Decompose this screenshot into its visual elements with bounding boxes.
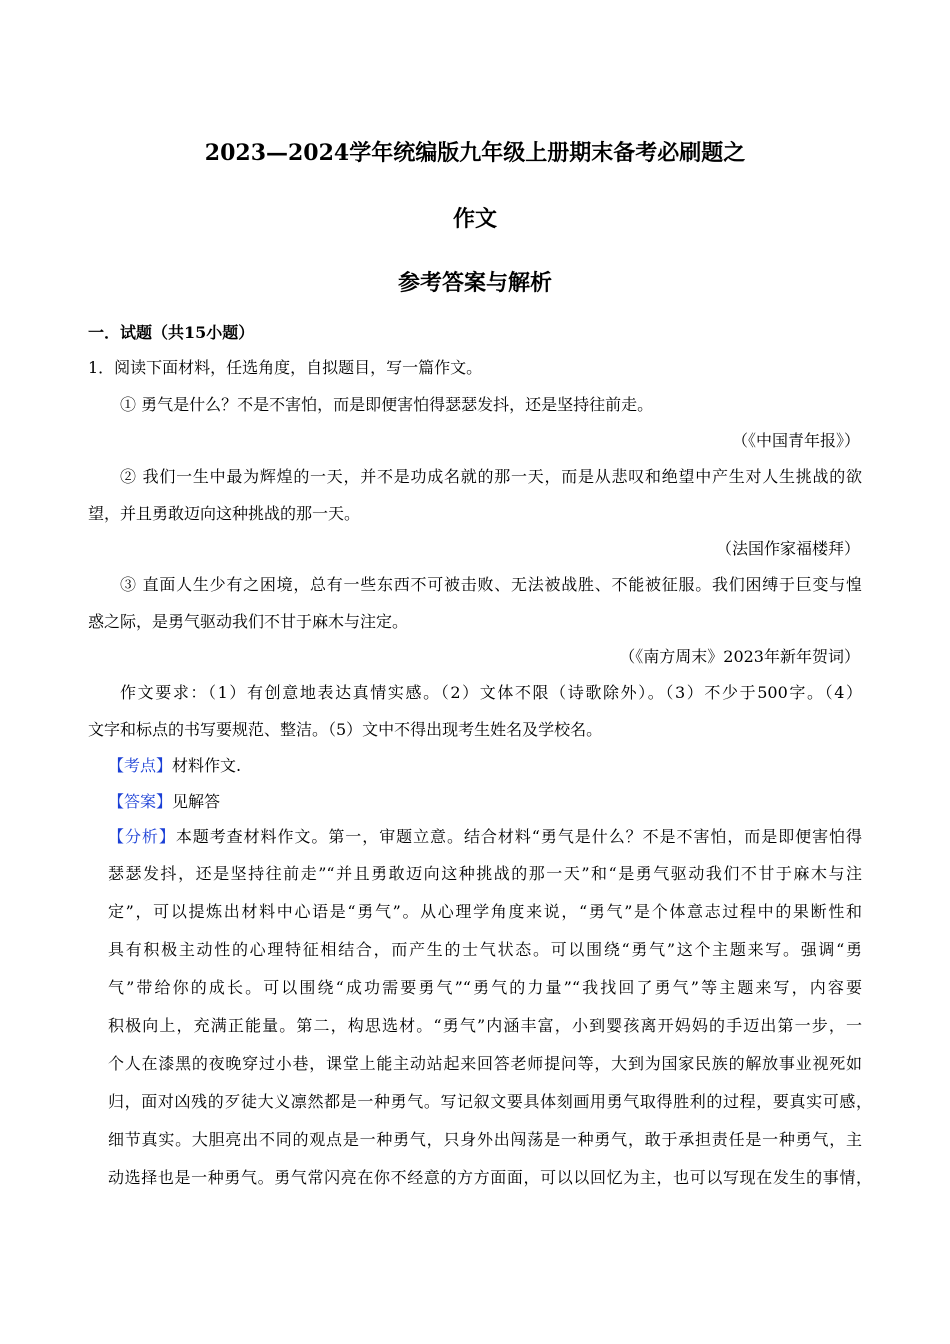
document-subtitle: 作文: [452, 206, 497, 232]
section-heading: 一．试题（共15小题）: [88, 323, 255, 342]
analysis-text: 本题考查材料作文。第一，审题立意。结合材料“勇气是什么？不是不害怕，而是即便害怕得: [175, 827, 862, 846]
document-title: 2023—2024学年统编版九年级上册期末备考必刷题之: [204, 140, 746, 166]
analysis-line: 个人在漆黑的夜晚穿过小巷，课堂上能主动站起来回答老师提问等，大到为国家民族的解放事业视死如: [108, 1054, 862, 1073]
requirements-line: 作文要求：（1）有创意地表达真情实感。（2）文体不限（诗歌除外）。（3）不少于500字。（4）: [120, 683, 862, 702]
requirements-line: 文字和标点的书写要规范、整洁。（5）文中不得出现考生姓名及学校名。: [88, 720, 603, 739]
analysis-line: 动选择也是一种勇气。勇气常闪亮在你不经意的方方面面，可以以回忆为主，也可以写现在发生的事情，: [108, 1168, 872, 1187]
answer-label: 【答案】: [108, 792, 173, 811]
analysis-line: 具有积极主动性的心理特征相结合，而产生的士气状态。可以围绕“勇气”这个主题来写。强调“勇: [108, 940, 862, 959]
analysis-line: 气”带给你的成长。可以围绕“成功需要勇气”“勇气的力量”“我找回了勇气”等主题来写，内容要: [108, 978, 862, 997]
kaodian-label: 【考点】: [108, 756, 173, 775]
material-2-source: （法国作家福楼拜）: [715, 539, 860, 558]
analysis-line: 瑟瑟发抖，还是坚持往前走”“并且勇敢迈向这种挑战的那一天”和“是勇气驱动我们不甘于麻木与注: [108, 864, 862, 883]
answer-text: 见解答: [172, 792, 221, 811]
material-1-source: （《中国青年报》）: [731, 431, 860, 450]
material-3-source: （《南方周末》2023年新年贺词）: [619, 647, 860, 666]
kaodian-text: 材料作文.: [172, 756, 242, 775]
material-3-line: 惑之际，是勇气驱动我们不甘于麻木与注定。: [88, 612, 409, 631]
answer-heading: 参考答案与解析: [397, 270, 552, 296]
analysis-line: 细节真实。大胆亮出不同的观点是一种勇气，只身外出闯荡是一种勇气，敢于承担责任是一种勇气，主: [108, 1130, 862, 1149]
analysis-line: 定”，可以提炼出材料中心语是“勇气”。从心理学角度来说，“勇气”是个体意志过程中的果断性和: [108, 902, 862, 921]
material-2-line: 望，并且勇敢迈向这种挑战的那一天。: [88, 504, 361, 523]
question-prompt: 1．阅读下面材料，任选角度，自拟题目，写一篇作文。: [88, 358, 483, 377]
analysis-line: 归，面对凶残的歹徒大义凛然都是一种勇气。写记叙文要具体刻画用勇气取得胜利的过程，要真实可感，: [108, 1092, 872, 1111]
kaodian-row: [108, 755, 241, 777]
analysis-label: 【分析】: [108, 827, 176, 846]
material-3-line: ③ 直面人生少有之困境，总有一些东西不可被击败、无法被战胜、不能被征服。我们困缚于巨变与惶: [120, 575, 862, 594]
material-1-text: ① 勇气是什么？不是不害怕，而是即便害怕得瑟瑟发抖，还是坚持往前走。: [120, 395, 654, 414]
answer-row: [108, 791, 220, 813]
analysis-row: [108, 826, 862, 848]
material-2-line: ② 我们一生中最为辉煌的一天，并不是功成名就的那一天，而是从悲叹和绝望中产生对人生挑战的欲: [120, 467, 862, 486]
analysis-line: 积极向上，充满正能量。第二，构思选材。“勇气”内涵丰富，小到婴孩离开妈妈的手迈出第一步，一: [108, 1016, 862, 1035]
